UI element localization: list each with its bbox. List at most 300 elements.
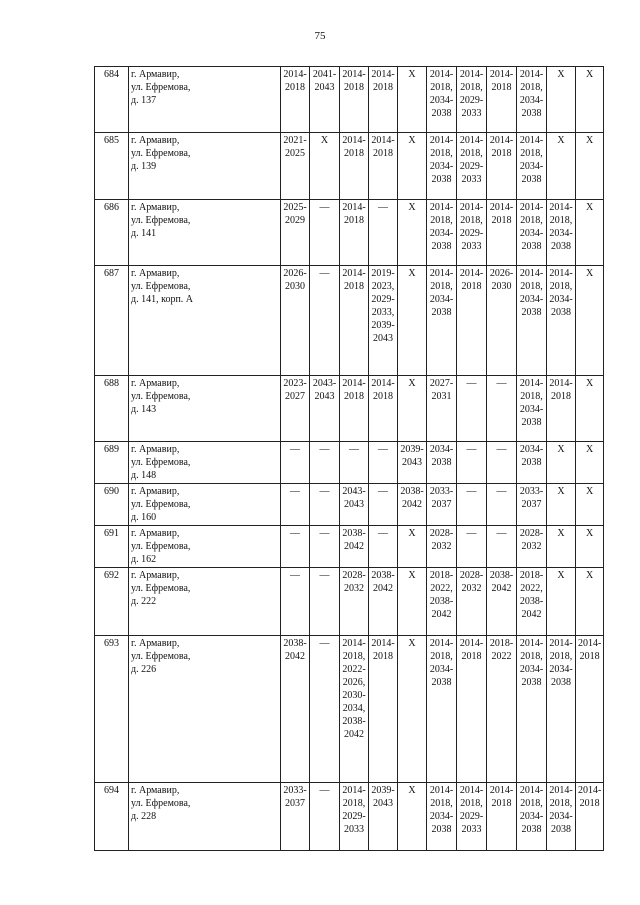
cell-line: 2018 [344,148,364,159]
cell-line: 2026- [283,268,307,279]
address-line: д. 141, корп. А [131,294,194,305]
cell-line: — [466,444,477,455]
cell-line: 2038 [521,174,542,185]
schedule-cell [310,376,340,442]
cell-line: X [408,785,416,796]
table-row [95,200,604,266]
cell-line: 2034- [519,664,544,675]
address-line: ул. Ефремова, [131,798,191,809]
cell-line: 2018, [460,82,483,93]
cell-line: 2041- [312,69,337,80]
table-row [95,783,604,851]
schedule-cell [547,568,576,636]
cell-line: 2018, [430,651,453,662]
schedule-cell [340,200,369,266]
cell-line: 2014- [489,69,514,80]
cell-line: 2038 [521,457,542,468]
cell-line: 2014- [342,202,366,213]
schedule-cell [487,526,517,568]
schedule-cell [369,442,398,484]
cell-line: — [378,528,388,539]
cell-line: 2018, [342,651,366,662]
cell-line: 2033, [371,307,395,318]
cell-line: X [586,444,594,455]
schedule-cell [457,376,487,442]
cell-line: 2043 [344,499,364,510]
schedule-cell [281,636,310,783]
cell-line: — [290,486,300,497]
schedule-cell [281,526,310,568]
cell-line: 2018, [549,215,573,226]
schedule-cell [457,783,487,851]
schedule-cell [310,484,340,526]
cell-line: 2034- [549,811,573,822]
schedule-cell [398,526,427,568]
cell-line: 2018 [491,82,512,93]
schedule-cell [487,484,517,526]
address-line: ул. Ефремова, [131,391,191,402]
schedule-cell [310,783,340,851]
schedule-cell [310,67,340,133]
schedule-cell [547,67,576,133]
cell-line: 2018, [520,82,543,93]
schedule-cell [547,484,576,526]
cell-line: 2021- [283,135,307,146]
cell-line: — [319,202,330,213]
cell-line: 2018 [344,215,364,226]
cell-line: X [408,378,416,389]
cell-line: X [586,486,594,497]
cell-line: X [408,69,416,80]
row-number: 694 [95,783,129,851]
cell-line: — [319,785,330,796]
cell-line: 2014- [459,785,484,796]
address-line: г. Армавир, [131,638,180,649]
schedule-cell [427,568,457,636]
schedule-cell [457,526,487,568]
cell-line: 2042 [402,499,422,510]
cell-line: 2018 [344,391,364,402]
cell-line: 2034- [549,664,573,675]
address-line: г. Армавир, [131,444,180,455]
cell-line: — [496,486,507,497]
cell-line: 2043- [312,378,337,389]
cell-line: X [408,268,416,279]
schedule-cell [547,200,576,266]
cell-line: 2018 [551,391,571,402]
cell-line: 2038 [551,677,571,688]
address-cell [129,568,281,636]
schedule-cell [457,568,487,636]
schedule-cell [310,526,340,568]
schedule-cell [457,636,487,783]
cell-line: 2014- [429,268,454,279]
schedule-cell [576,133,604,200]
cell-line: 2014- [549,202,573,213]
schedule-cell [487,200,517,266]
schedule-cell [517,783,547,851]
cell-line: 2018 [344,82,364,93]
cell-line: 2034- [519,228,544,239]
cell-line: 2014- [371,135,395,146]
cell-line: 2026, [342,677,366,688]
cell-line: 2042 [491,583,512,594]
schedule-cell [310,266,340,376]
cell-line: — [349,444,359,455]
cell-line: 2029- [459,811,484,822]
cell-line: 2037 [521,499,542,510]
schedule-cell [427,484,457,526]
cell-line: 2043- [342,486,366,497]
address-cell [129,636,281,783]
cell-line: 2018, [549,281,573,292]
cell-line: 2034- [549,294,573,305]
cell-line: — [319,444,330,455]
row-number: 689 [95,442,129,484]
schedule-cell [547,266,576,376]
cell-line: 2038 [431,174,452,185]
cell-line: 2038 [521,677,542,688]
address-line: д. 141 [131,228,157,239]
cell-line: 2014- [283,69,307,80]
capital-repair-schedule-table [94,66,604,851]
cell-line: 2030 [285,281,305,292]
cell-line: 2038- [519,596,544,607]
cell-line: 2043 [314,82,335,93]
cell-line: 2043 [373,333,393,344]
schedule-cell [517,526,547,568]
cell-line: — [319,268,330,279]
schedule-cell [369,266,398,376]
cell-line: 2029- [342,811,366,822]
schedule-cell [576,526,604,568]
schedule-cell [517,484,547,526]
address-line: ул. Ефремова, [131,148,191,159]
address-line: ул. Ефремова, [131,541,191,552]
cell-line: 2029- [459,228,484,239]
address-line: г. Армавир, [131,135,180,146]
cell-line: 2027 [285,391,305,402]
cell-line: 2038- [342,716,366,727]
schedule-cell [427,133,457,200]
cell-line: 2014- [519,202,544,213]
cell-line: 2018, [520,215,543,226]
address-line: ул. Ефремова, [131,499,191,510]
schedule-cell [281,568,310,636]
row-number: 688 [95,376,129,442]
cell-line: 2033- [519,486,544,497]
schedule-cell [547,636,576,783]
cell-line: X [586,202,594,213]
cell-line: 2038 [431,677,452,688]
schedule-cell [457,266,487,376]
cell-line: 2014- [459,268,484,279]
cell-line: 2018 [373,391,393,402]
address-line: д. 139 [131,161,157,172]
schedule-cell [576,636,604,783]
cell-line: 2042 [344,541,364,552]
cell-line: 2014- [519,268,544,279]
address-line: ул. Ефремова, [131,457,191,468]
cell-line: 2018, [430,798,453,809]
cell-line: 2018 [579,798,600,809]
cell-line: 2038 [431,307,452,318]
schedule-cell [457,67,487,133]
schedule-cell [340,67,369,133]
schedule-cell [517,442,547,484]
cell-line: — [466,486,477,497]
schedule-cell [517,376,547,442]
cell-line: 2034- [549,228,573,239]
cell-line: 2018 [491,215,512,226]
cell-line: 2029 [285,215,305,226]
row-number: 692 [95,568,129,636]
row-number: 687 [95,266,129,376]
cell-line: 2014- [459,638,484,649]
table-row [95,484,604,526]
cell-line: 2014- [519,378,544,389]
schedule-cell [340,376,369,442]
cell-line: 2018, [430,148,453,159]
cell-line: 2028- [459,570,484,581]
cell-line: X [557,135,565,146]
schedule-cell [457,484,487,526]
schedule-cell [487,67,517,133]
schedule-cell [281,442,310,484]
cell-line: 2018, [430,281,453,292]
cell-line: 2018 [285,82,305,93]
schedule-cell [487,568,517,636]
table-row [95,526,604,568]
schedule-cell [487,442,517,484]
cell-line: 2014- [342,785,366,796]
cell-line: 2014- [489,202,514,213]
schedule-cell [281,484,310,526]
address-cell [129,266,281,376]
schedule-cell [517,636,547,783]
schedule-cell [576,67,604,133]
cell-line: 2018, [520,651,543,662]
address-line: ул. Ефремова, [131,82,191,93]
cell-line: 2018, [520,148,543,159]
cell-line: X [557,528,565,539]
cell-line: X [408,202,416,213]
cell-line: 2014- [342,268,366,279]
cell-line: 2034- [429,228,454,239]
cell-line: 2014- [549,638,573,649]
cell-line: 2018 [373,82,393,93]
schedule-cell [398,200,427,266]
schedule-cell [369,376,398,442]
cell-line: X [586,135,594,146]
cell-line: 2038 [521,108,542,119]
cell-line: X [408,135,416,146]
schedule-cell [369,67,398,133]
address-line: д. 143 [131,404,157,415]
schedule-cell [427,636,457,783]
cell-line: 2034- [519,95,544,106]
schedule-cell [487,376,517,442]
schedule-cell [310,133,340,200]
cell-line: 2033- [283,785,307,796]
cell-line: 2042 [373,583,393,594]
cell-line: 2038 [431,457,452,468]
cell-line: 2014- [429,202,454,213]
schedule-cell [340,783,369,851]
cell-line: 2025- [283,202,307,213]
cell-line: 2029- [371,294,395,305]
cell-line: 2018- [489,638,514,649]
cell-line: 2033 [344,824,364,835]
cell-line: X [586,69,594,80]
address-line: д. 222 [131,596,157,607]
cell-line: 2014- [519,785,544,796]
cell-line: 2042 [285,651,305,662]
cell-line: — [378,486,388,497]
cell-line: 2018, [430,215,453,226]
cell-line: 2033 [461,241,482,252]
schedule-cell [398,376,427,442]
cell-line: 2028- [342,570,366,581]
address-cell [129,783,281,851]
cell-line: X [557,570,565,581]
cell-line: 2038- [283,638,307,649]
schedule-cell [340,442,369,484]
cell-line: 2019- [371,268,395,279]
address-line: д. 137 [131,95,157,106]
schedule-cell [576,568,604,636]
cell-line: 2014- [429,135,454,146]
cell-line: 2018, [460,215,483,226]
cell-line: 2022- [342,664,366,675]
cell-line: 2038 [521,241,542,252]
cell-line: 2034- [429,444,454,455]
schedule-cell [398,442,427,484]
table-row [95,67,604,133]
cell-line: 2038- [371,570,395,581]
schedule-cell [487,133,517,200]
cell-line: 2038- [429,596,454,607]
schedule-cell [576,200,604,266]
address-line: г. Армавир, [131,202,180,213]
cell-line: 2032 [461,583,482,594]
schedule-cell [281,783,310,851]
cell-line: 2043 [373,798,393,809]
address-cell [129,484,281,526]
address-line: ул. Ефремова, [131,281,191,292]
cell-line: 2014- [342,378,366,389]
cell-line: 2038 [521,417,542,428]
cell-line: 2014- [371,638,395,649]
page-number: 75 [314,30,326,42]
cell-line: 2018 [344,281,364,292]
cell-line: 2014- [429,785,454,796]
schedule-cell [427,442,457,484]
cell-line: 2042 [431,609,452,620]
cell-line: 2018- [429,570,454,581]
cell-line: 2014- [519,69,544,80]
cell-line: — [466,378,477,389]
cell-line: 2042 [344,729,364,740]
address-line: г. Армавир, [131,268,180,279]
cell-line: 2029- [459,161,484,172]
address-line: д. 226 [131,664,157,675]
cell-line: 2033 [461,174,482,185]
cell-line: 2034- [519,811,544,822]
address-cell [129,526,281,568]
cell-line: 2014- [489,785,514,796]
cell-line: 2014- [371,378,395,389]
row-number: 693 [95,636,129,783]
schedule-cell [517,266,547,376]
cell-line: 2034- [429,161,454,172]
cell-line: — [496,528,507,539]
schedule-cell [427,200,457,266]
cell-line: 2014- [429,638,454,649]
schedule-cell [427,376,457,442]
cell-line: 2025 [285,148,305,159]
address-line: д. 160 [131,512,157,523]
cell-line: X [408,570,416,581]
cell-line: 2039- [371,785,395,796]
schedule-cell [369,568,398,636]
cell-line: 2027- [429,378,454,389]
address-line: д. 228 [131,811,157,822]
cell-line: X [586,378,594,389]
schedule-cell [517,200,547,266]
cell-line: 2034- [429,664,454,675]
cell-line: 2034- [519,161,544,172]
cell-line: 2031 [431,391,452,402]
cell-line: 2034- [429,95,454,106]
address-cell [129,200,281,266]
address-line: г. Армавир, [131,378,180,389]
cell-line: 2022 [491,651,512,662]
schedule-cell [547,133,576,200]
schedule-cell [340,636,369,783]
schedule-cell [310,568,340,636]
cell-line: 2018 [461,651,482,662]
cell-line: 2018 [579,651,600,662]
cell-line: 2029- [459,95,484,106]
row-number: 686 [95,200,129,266]
cell-line: — [319,528,330,539]
cell-line: 2014- [519,135,544,146]
table-row [95,376,604,442]
schedule-cell [340,266,369,376]
schedule-cell [310,442,340,484]
cell-line: 2038 [521,307,542,318]
cell-line: 2018 [373,651,393,662]
cell-line: 2034- [429,811,454,822]
cell-line: 2018, [549,651,573,662]
cell-line: 2034- [429,294,454,305]
cell-line: 2023, [371,281,395,292]
cell-line: — [378,444,388,455]
address-line: г. Армавир, [131,570,180,581]
cell-line: 2018, [520,391,543,402]
cell-line: 2014- [342,135,366,146]
schedule-cell [487,266,517,376]
schedule-cell [281,67,310,133]
cell-line: 2018, [460,798,483,809]
schedule-cell [281,376,310,442]
cell-line: 2014- [429,69,454,80]
address-line: ул. Ефремова, [131,583,191,594]
cell-line: X [586,528,594,539]
cell-line: 2030- [342,690,366,701]
cell-line: 2018 [491,798,512,809]
